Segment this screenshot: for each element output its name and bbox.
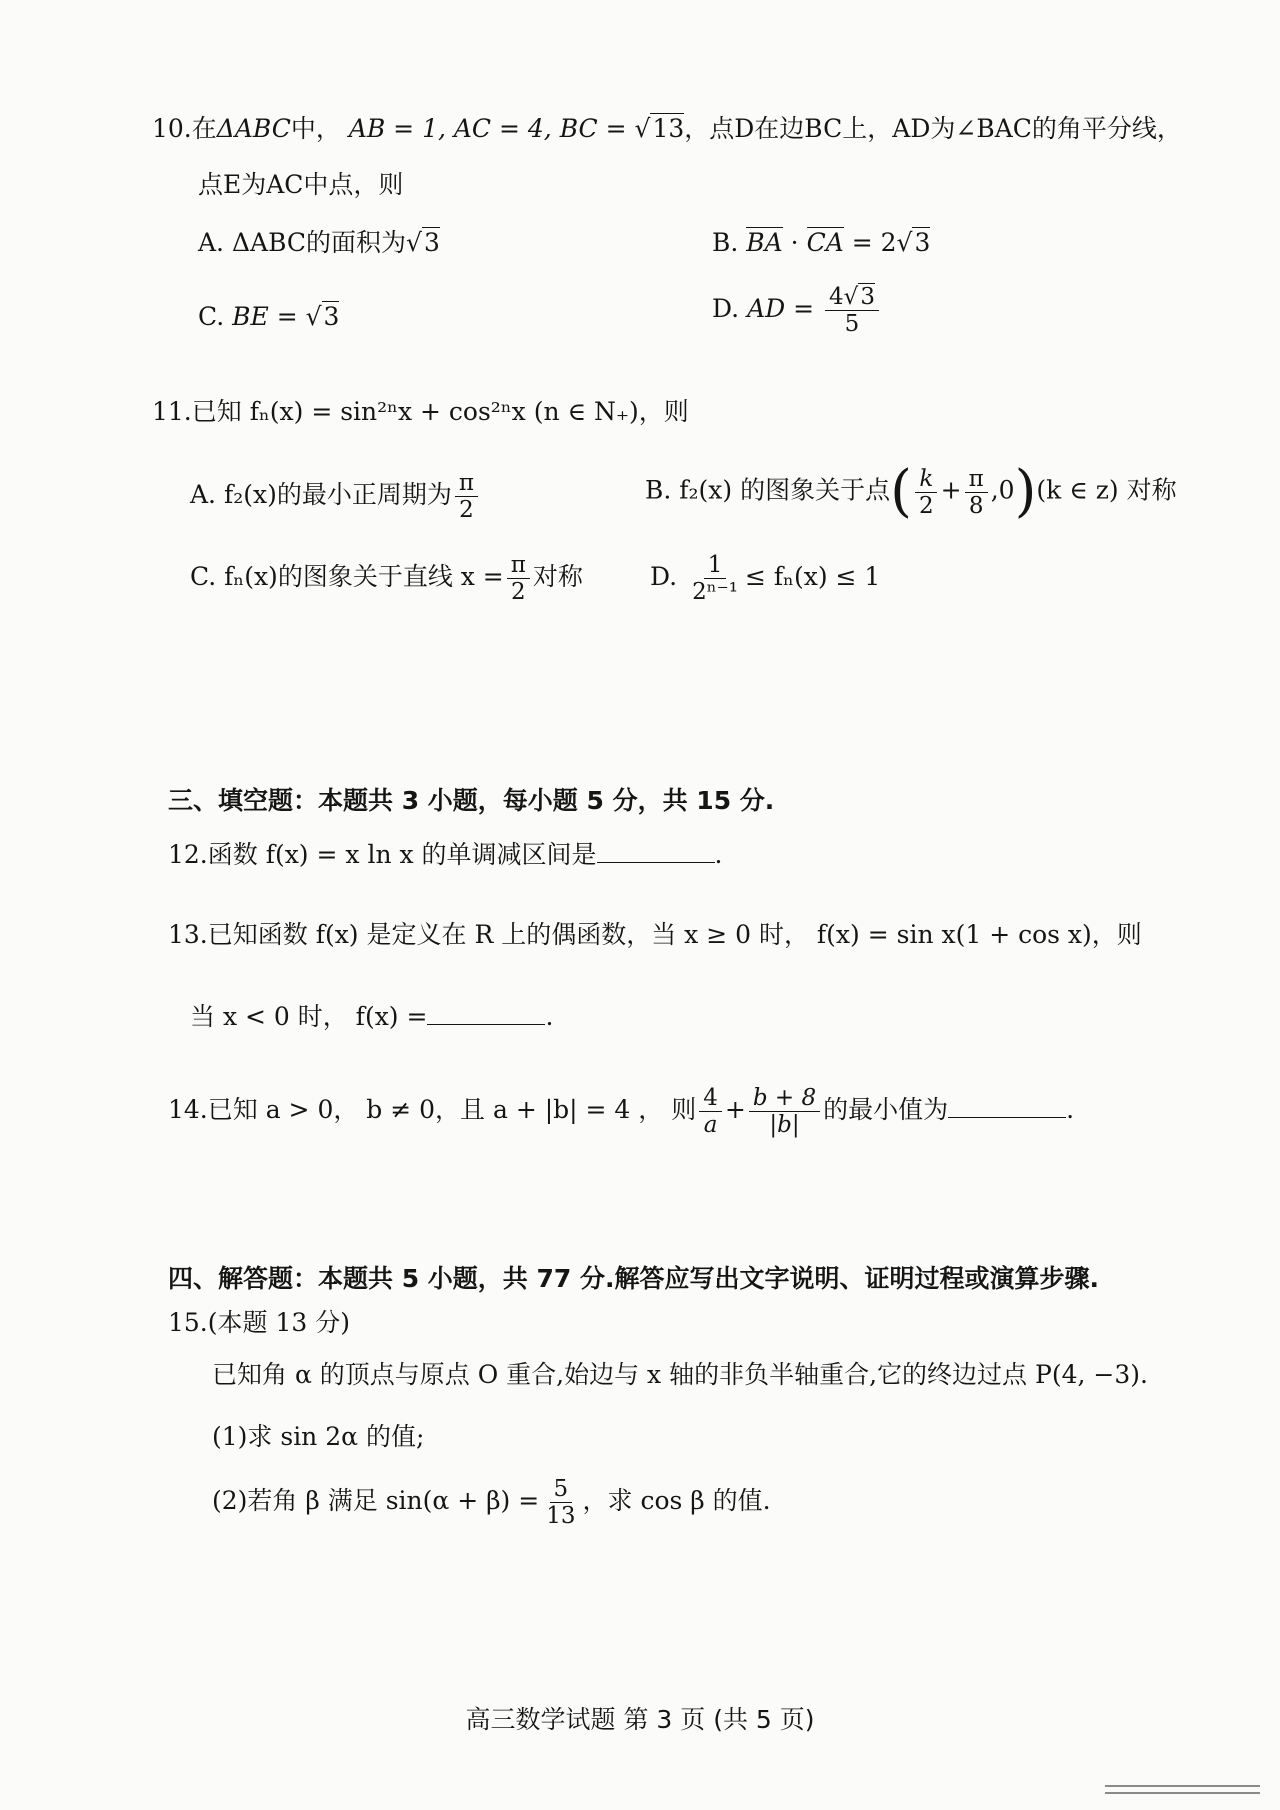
q13-line2: 当 x < 0 时， f(x) = . xyxy=(190,1002,554,1031)
q10-option-b: B. BA · CA = 2√ 3 xyxy=(712,226,930,260)
q11-option-b: B. f₂(x) 的图象关于点( $\frac{k}{2}$ + $\frac{\pi}{8}$ ,0)(k ∈ z) 对称 xyxy=(645,459,1177,524)
section-4-title: 四、解答题：本题共 5 小题，共 77 分.解答应写出文字说明、证明过程或演算步骤. xyxy=(168,1264,1099,1293)
q13-line1: 13.已知函数 f(x) 是定义在 R 上的偶函数，当 x ≥ 0 时， f(x) = sin x(1 + cos x)，则 xyxy=(168,920,1142,949)
q11-option-d: D. $\frac{1}{\text{2ⁿ⁻¹}}$ ≤ fₙ(x) ≤ 1 xyxy=(650,552,881,605)
bleed-through-marks xyxy=(470,170,476,194)
q15-stem: 已知角 α 的顶点与原点 O 重合,始边与 x 轴的非负半轴重合,它的终边过点 P(4, −3). xyxy=(212,1360,1148,1389)
q10-stem-line2: 点E为AC中点，则 xyxy=(198,170,404,199)
q15-part2: (2)若角 β 满足 sin(α + β) = $\frac{5}{13}$ ，求 cos β 的值. xyxy=(212,1476,771,1529)
q15-header: 15.(本题 13 分) xyxy=(168,1308,350,1337)
section-3-title: 三、填空题：本题共 3 小题，每小题 5 分，共 15 分. xyxy=(168,786,775,815)
page-footer: 高三数学试题 第 3 页 (共 5 页) xyxy=(465,1705,815,1734)
q12: 12.函数 f(x) = x ln x 的单调减区间是 . xyxy=(168,840,723,869)
q10-option-a: A. ΔABC的面积为√ 3 xyxy=(198,226,440,260)
q12-answer-blank[interactable] xyxy=(597,838,715,863)
q15-part1: (1)求 sin 2α 的值; xyxy=(212,1422,425,1451)
q11-option-c: C. fₙ(x)的图象关于直线 x = $\frac{\pi}{2}$ 对称 xyxy=(190,552,583,605)
q11-option-a: A. f₂(x)的最小正周期为 $\frac{\pi}{2}$ xyxy=(190,470,481,523)
q14: 14.已知 a > 0， b ≠ 0，且 a + |b| = 4 ， 则 $\frac{4}{a}$ + $\frac{b + 8}{|b|}$ 的最小值为 . xyxy=(168,1085,1075,1138)
scan-edge-line xyxy=(1105,1785,1260,1787)
q14-answer-blank[interactable] xyxy=(948,1093,1066,1118)
q10-option-d: D. AD = $\frac{4√ 3}{5}$ xyxy=(712,284,882,337)
q10-option-c: C. BE = √ 3 xyxy=(198,300,339,334)
scan-edge-line-2 xyxy=(1105,1792,1260,1794)
q10-stem: 10.在ΔABC中， AB = 1, AC = 4, BC = √ 13，点D在边BC上，AD为∠BAC的角平分线， xyxy=(152,112,1182,146)
q13-answer-blank[interactable] xyxy=(427,1000,545,1025)
q11-stem: 11.已知 fₙ(x) = sin²ⁿx + cos²ⁿx (n ∈ N₊)，则 xyxy=(152,397,689,426)
q10-d-fraction: $\frac{4√ 3}{5}$ xyxy=(825,284,879,337)
